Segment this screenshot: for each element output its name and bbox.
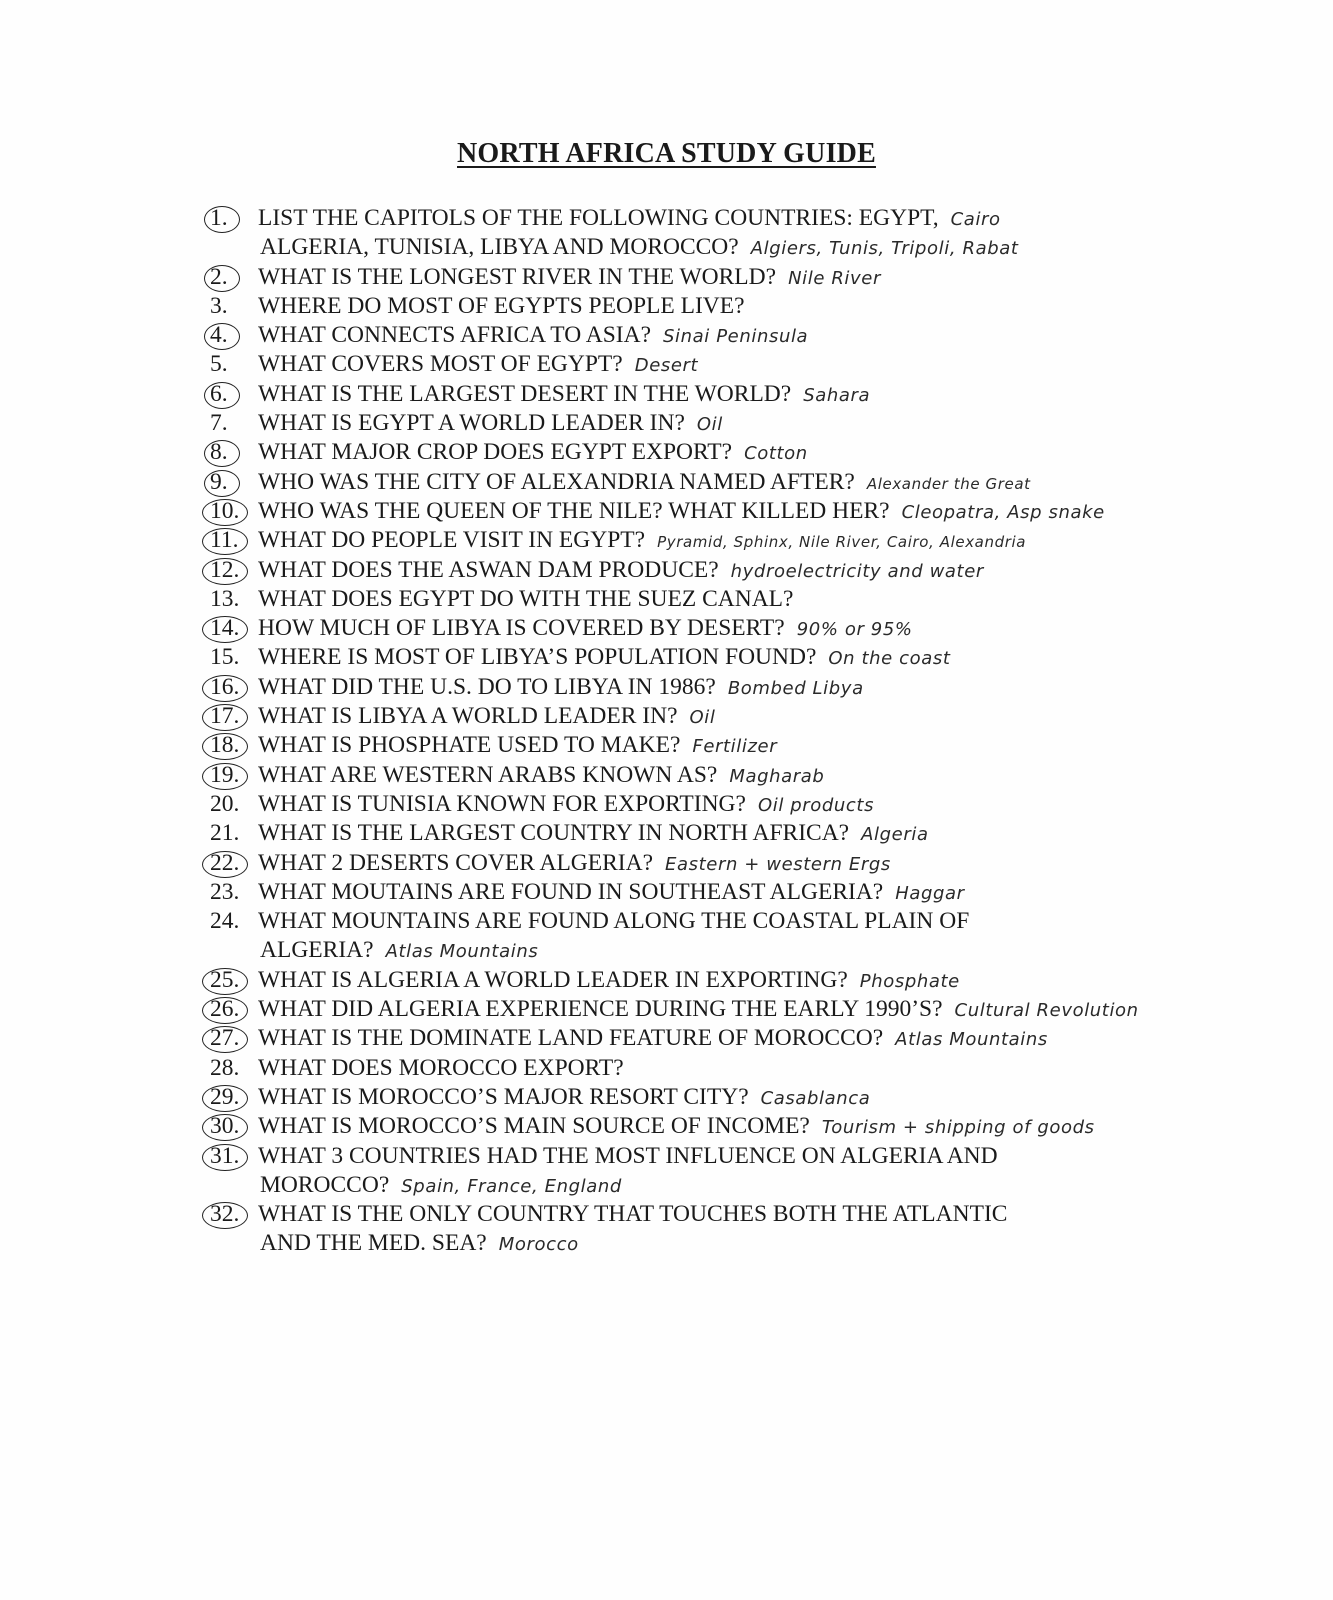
handwritten-answer: Cotton — [744, 443, 808, 465]
question-text: WHAT DOES MOROCCO EXPORT? — [258, 1054, 624, 1081]
handwritten-answer: Casablanca — [760, 1087, 871, 1109]
question-row — [210, 292, 1290, 321]
handwritten-answer: Atlas Mountains — [895, 1029, 1048, 1051]
circled-question-number: 30. — [210, 1112, 258, 1141]
question-text: WHAT IS THE ONLY COUNTRY THAT TOUCHES BOTH THE ATLANTIC — [258, 1201, 1008, 1228]
handwritten-answer: Cleopatra, Asp snake — [901, 501, 1105, 523]
circled-question-number: 25. — [210, 966, 258, 995]
question-row — [210, 556, 1290, 585]
circled-question-number: 10. — [210, 497, 258, 526]
question-number: 28. — [210, 1054, 240, 1081]
circled-question-number: 18. — [210, 731, 258, 760]
question-row-continuation — [210, 936, 1290, 965]
question-number: 23. — [210, 878, 240, 905]
question-row — [210, 204, 1290, 233]
question-row — [210, 321, 1290, 350]
question-list — [210, 204, 1290, 1259]
question-text: WHAT IS PHOSPHATE USED TO MAKE? — [258, 732, 681, 759]
question-row — [210, 1083, 1290, 1112]
handwritten-answer: Oil — [696, 414, 723, 436]
handwritten-answer: Nile River — [788, 267, 881, 289]
question-text: WHAT CONNECTS AFRICA TO ASIA? — [258, 322, 652, 349]
handwritten-answer: Spain, France, England — [401, 1175, 622, 1197]
question-row — [210, 673, 1290, 702]
handwritten-answer: Atlas Mountains — [385, 941, 539, 963]
question-row — [210, 1054, 1290, 1083]
question-text: HOW MUCH OF LIBYA IS COVERED BY DESERT? — [258, 615, 785, 642]
question-text: WHAT ARE WESTERN ARABS KNOWN AS? — [258, 761, 718, 788]
handwritten-answer: Oil — [689, 707, 716, 729]
question-row — [210, 966, 1290, 995]
question-row-continuation — [210, 1171, 1290, 1200]
question-number: 20. — [210, 790, 240, 817]
circled-question-number: 31. — [210, 1142, 258, 1171]
question-text: LIST THE CAPITOLS OF THE FOLLOWING COUNTRIES: EGYPT, — [258, 205, 939, 231]
circled-question-number: 19. — [210, 761, 258, 790]
handwritten-answer: Sinai Peninsula — [663, 326, 809, 348]
handwritten-answer: Tourism + shipping of goods — [821, 1117, 1095, 1139]
question-text: WHAT DID ALGERIA EXPERIENCE DURING THE EARLY 1990’S? — [258, 996, 943, 1023]
question-text: WHAT IS MOROCCO’S MAIN SOURCE OF INCOME? — [258, 1113, 810, 1140]
question-row — [210, 497, 1290, 526]
question-text: WHAT 2 DESERTS COVER ALGERIA? — [258, 849, 654, 876]
question-row — [210, 1112, 1290, 1141]
question-text: WHO WAS THE QUEEN OF THE NILE? WHAT KILLED HER? — [258, 497, 890, 524]
circled-question-number: 22. — [210, 849, 258, 878]
question-row — [210, 995, 1290, 1024]
question-row — [210, 731, 1290, 760]
handwritten-answer: Sahara — [803, 384, 871, 406]
question-row — [210, 849, 1290, 878]
handwritten-answer: Cultural Revolution — [954, 1000, 1139, 1022]
question-row — [210, 790, 1290, 819]
question-row — [210, 643, 1290, 672]
handwritten-answer: Bombed Libya — [727, 677, 864, 699]
circled-question-number: 32. — [210, 1200, 258, 1229]
question-text: WHAT IS LIBYA A WORLD LEADER IN? — [258, 703, 678, 730]
question-text: WHAT IS MOROCCO’S MAJOR RESORT CITY? — [258, 1083, 749, 1110]
question-text: WHAT IS THE LONGEST RIVER IN THE WORLD? — [258, 263, 777, 290]
circled-question-number: 29. — [210, 1083, 258, 1112]
question-text: WHAT IS TUNISIA KNOWN FOR EXPORTING? — [258, 790, 746, 817]
handwritten-answer: Algiers, Tunis, Tripoli, Rabat — [750, 238, 1019, 260]
question-number: 13. — [210, 585, 240, 612]
question-text: WHAT IS THE LARGEST DESERT IN THE WORLD? — [258, 380, 792, 407]
question-row — [210, 409, 1290, 438]
question-text: WHAT IS EGYPT A WORLD LEADER IN? — [258, 410, 685, 437]
question-number: 3. — [210, 292, 228, 319]
title-text: NORTH AFRICA STUDY GUIDE — [457, 138, 876, 169]
circled-question-number: 11. — [210, 526, 258, 555]
question-row — [210, 702, 1290, 731]
question-row-continuation — [210, 233, 1290, 262]
page-title — [0, 138, 1333, 170]
question-row — [210, 526, 1290, 555]
circled-question-number: 8. — [210, 438, 258, 467]
question-row — [210, 350, 1290, 379]
question-text: WHAT MAJOR CROP DOES EGYPT EXPORT? — [258, 439, 733, 466]
handwritten-answer: 90% or 95% — [796, 619, 913, 641]
question-text: AND THE MED. SEA? — [260, 1230, 487, 1257]
question-text: ALGERIA, TUNISIA, LIBYA AND MOROCCO? — [260, 234, 739, 261]
handwritten-answer: Oil products — [757, 794, 875, 816]
handwritten-answer: Phosphate — [859, 970, 960, 992]
question-row — [210, 1024, 1290, 1053]
question-row — [210, 819, 1290, 848]
question-text: WHERE DO MOST OF EGYPTS PEOPLE LIVE? — [258, 292, 745, 319]
question-text: WHAT DOES EGYPT DO WITH THE SUEZ CANAL? — [258, 585, 794, 612]
handwritten-answer: Morocco — [498, 1234, 579, 1256]
question-text: WHAT IS THE DOMINATE LAND FEATURE OF MOROCCO? — [258, 1025, 884, 1052]
question-text: WHAT IS ALGERIA A WORLD LEADER IN EXPORTING? — [258, 966, 848, 993]
question-text: WHAT DOES THE ASWAN DAM PRODUCE? — [258, 556, 719, 583]
question-row-continuation — [210, 1229, 1290, 1258]
question-text: WHAT DID THE U.S. DO TO LIBYA IN 1986? — [258, 673, 716, 700]
circled-question-number: 26. — [210, 995, 258, 1024]
question-number: 21. — [210, 820, 240, 847]
question-row — [210, 614, 1290, 643]
question-text: WHAT MOUNTAINS ARE FOUND ALONG THE COASTAL PLAIN OF — [258, 908, 970, 935]
handwritten-answer: Eastern + western Ergs — [665, 853, 891, 875]
question-text: WHAT MOUTAINS ARE FOUND IN SOUTHEAST ALGERIA? — [258, 878, 884, 905]
question-row — [210, 907, 1290, 936]
question-text: WHAT 3 COUNTRIES HAD THE MOST INFLUENCE ON ALGERIA AND — [258, 1142, 998, 1169]
question-text: WHERE IS MOST OF LIBYA’S POPULATION FOUND? — [258, 644, 817, 671]
circled-question-number: 9. — [210, 468, 258, 497]
question-text: WHAT DO PEOPLE VISIT IN EGYPT? — [258, 527, 646, 554]
question-row — [210, 585, 1290, 614]
handwritten-answer: Pyramid, Sphinx, Nile River, Cairo, Alexandria — [657, 533, 1027, 552]
handwritten-answer: Algeria — [861, 824, 929, 846]
circled-question-number: 17. — [210, 702, 258, 731]
question-number: 24. — [210, 908, 240, 935]
question-row — [210, 380, 1290, 409]
handwritten-answer: Magharab — [729, 765, 825, 787]
handwritten-answer: Desert — [634, 355, 699, 377]
handwritten-answer: Fertilizer — [692, 736, 778, 758]
handwritten-answer: Cairo — [950, 209, 1001, 230]
question-row — [210, 263, 1290, 292]
question-number: 15. — [210, 644, 240, 671]
question-text: ALGERIA? — [260, 937, 374, 964]
question-row — [210, 1200, 1290, 1229]
question-row — [210, 438, 1290, 467]
handwritten-answer: hydroelectricity and water — [730, 560, 984, 582]
handwritten-answer: Haggar — [895, 882, 965, 904]
question-text: MOROCCO? — [260, 1171, 390, 1198]
question-text: WHAT IS THE LARGEST COUNTRY IN NORTH AFRICA? — [258, 820, 850, 847]
circled-question-number: 14. — [210, 614, 258, 643]
circled-question-number: 12. — [210, 556, 258, 585]
circled-question-number: 1. — [210, 204, 258, 233]
circled-question-number: 4. — [210, 321, 258, 350]
circled-question-number: 16. — [210, 673, 258, 702]
circled-question-number: 2. — [210, 263, 258, 292]
question-row — [210, 761, 1290, 790]
question-row — [210, 468, 1290, 497]
handwritten-answer: On the coast — [828, 648, 951, 670]
question-row — [210, 878, 1290, 907]
circled-question-number: 6. — [210, 380, 258, 409]
circled-question-number: 27. — [210, 1024, 258, 1053]
question-text: WHAT COVERS MOST OF EGYPT? — [258, 351, 623, 378]
question-text: WHO WAS THE CITY OF ALEXANDRIA NAMED AFTER? — [258, 468, 855, 495]
question-number: 7. — [210, 410, 228, 437]
handwritten-answer: Alexander the Great — [866, 474, 1031, 493]
question-number: 5. — [210, 351, 228, 378]
question-row — [210, 1142, 1290, 1171]
